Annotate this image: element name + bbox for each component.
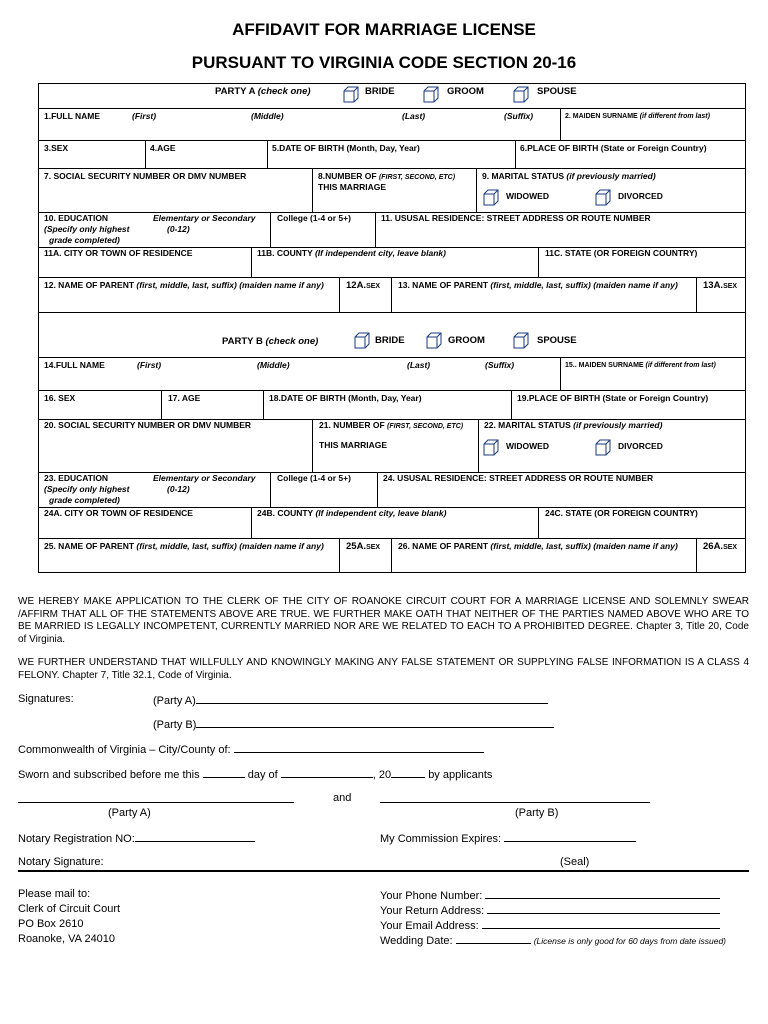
sworn-line[interactable]: Sworn and subscribed before me this day of , 20 by applicants (18, 769, 493, 781)
signature-party-a[interactable]: (Party A) (153, 693, 548, 707)
number-of-label-a: 8.NUMBER OF (FIRST, SECOND, ETC) (318, 171, 456, 181)
party-a-heading: PARTY A (check one) (215, 86, 311, 97)
applicant-b-signature-line[interactable] (380, 792, 650, 806)
suffix-label-b: (Suffix) (485, 360, 515, 370)
signatures-label: Signatures: (18, 693, 74, 705)
elementary-range-a: (0-12) (167, 224, 190, 234)
seal-label: (Seal) (560, 856, 590, 868)
parent2-label-b: 26. NAME OF PARENT (first, middle, last, suffix) (maiden name if any) (398, 541, 678, 551)
state-cell-a[interactable] (538, 248, 745, 277)
party-b-location-row (39, 507, 745, 538)
mail-line-1: Please mail to: (18, 888, 91, 900)
marital-cell-a (476, 169, 745, 212)
and-label: and (333, 792, 352, 804)
checkbox-spouse-a-icon[interactable] (513, 86, 529, 103)
this-marriage-label-a: THIS MARRIAGE (318, 182, 386, 192)
first-label-a: (First) (132, 111, 157, 121)
education-note2-a: grade completed) (49, 235, 120, 245)
city-label-b: 24A. CITY OR TOWN OF RESIDENCE (44, 508, 193, 518)
full-name-label-a: 1.FULL NAME (44, 111, 101, 121)
marital-label-b: 22. MARITAL STATUS (if previously married) (484, 420, 663, 430)
college-cell-b[interactable] (270, 473, 377, 507)
checkbox-divorced-a-icon[interactable] (595, 189, 611, 206)
age-cell-b[interactable] (161, 391, 263, 419)
middle-label-b: (Middle) (257, 360, 290, 370)
state-cell-b[interactable] (538, 508, 745, 538)
form-title: AFFIDAVIT FOR MARRIAGE LICENSE (232, 20, 536, 39)
last-label-a: (Last) (402, 111, 426, 121)
education-label-b: 23. EDUCATION (44, 473, 109, 483)
parent1-sex-cell-a[interactable] (339, 278, 391, 312)
party-b-heading: PARTY B (check one) (222, 336, 319, 347)
party-a-location-row (39, 247, 745, 277)
mail-line-2: Clerk of Circuit Court (18, 903, 121, 915)
parent1-label-a: 12. NAME OF PARENT (first, middle, last, suffix) (maiden name if any) (44, 280, 324, 290)
checkbox-widowed-a-icon[interactable] (483, 189, 499, 206)
education-note1-a: (Specify only highest (44, 224, 130, 234)
maiden-label-b: 15.. MAIDEN SURNAME (if different from last) (565, 362, 716, 369)
college-cell-a[interactable] (270, 213, 375, 247)
parent1-sex-label-a: 12A.SEX (346, 280, 381, 291)
divider (18, 870, 749, 872)
dob-label-b: 18.DATE OF BIRTH (Month, Day, Year) (269, 393, 422, 403)
parent1-label-b: 25. NAME OF PARENT (first, middle, last, suffix) (maiden name if any) (44, 541, 324, 551)
party-a-parents-row (39, 277, 745, 312)
email-line[interactable]: Your Email Address: (380, 918, 720, 932)
party-b-caption: (Party B) (515, 807, 559, 819)
party-a-heading-row (39, 84, 745, 108)
option-bride-a: BRIDE (365, 86, 395, 97)
education-label-a: 10. EDUCATION (44, 213, 109, 223)
parent2-cell-b[interactable] (391, 539, 696, 573)
pob-label-b: 19.PLACE OF BIRTH (State or Foreign Country) (517, 393, 709, 403)
checkbox-groom-b-icon[interactable] (426, 332, 442, 349)
applicant-a-signature-line[interactable] (18, 792, 294, 806)
state-label-a: 11C. STATE (OR FOREIGN COUNTRY) (545, 248, 698, 258)
party-b-status-row (39, 419, 745, 472)
option-spouse-b: SPOUSE (537, 335, 577, 346)
maiden-label-a: 2. MAIDEN SURNAME (if different from last) (565, 113, 710, 120)
parent1-sex-label-b: 25A.SEX (346, 541, 381, 552)
dob-cell-a[interactable] (267, 141, 515, 168)
widowed-label-b: WIDOWED (506, 441, 549, 451)
signature-party-b[interactable]: (Party B) (153, 717, 554, 731)
divorced-label-a: DIVORCED (618, 191, 663, 201)
maiden-cell-b[interactable] (560, 358, 745, 390)
parent2-sex-label-b: 26A.SEX (703, 541, 738, 552)
elementary-label-a: Elementary or Secondary (153, 213, 256, 223)
option-groom-a: GROOM (447, 86, 484, 97)
parent2-sex-cell-a[interactable] (696, 278, 745, 312)
commission-expires-line[interactable]: My Commission Expires: (380, 831, 636, 845)
checkbox-groom-a-icon[interactable] (423, 86, 439, 103)
dob-cell-b[interactable] (263, 391, 511, 419)
notary-registration-line[interactable]: Notary Registration NO: (18, 831, 255, 845)
return-address-line[interactable]: Your Return Address: (380, 903, 720, 917)
affidavit-form (38, 83, 746, 573)
number-of-label-b: 21. NUMBER OF (FIRST, SECOND, ETC) (319, 420, 464, 430)
party-a-caption: (Party A) (108, 807, 151, 819)
middle-label-a: (Middle) (251, 111, 284, 121)
option-groom-b: GROOM (448, 335, 485, 346)
party-b-birth-row (39, 390, 745, 419)
declaration-paragraph-2: WE FURTHER UNDERSTAND THAT WILLFULLY AND KNOWINGLY MAKING ANY FALSE STATEMENT OR SUPPLYING FALSE INFORMATION IS A CLASS 4 FELONY. Chapter 7, Title 32.1, Code of Virginia. (18, 657, 749, 681)
this-marriage-label-b: THIS MARRIAGE (319, 440, 387, 450)
marital-cell-b (478, 420, 745, 472)
widowed-label-a: WIDOWED (506, 191, 549, 201)
age-label-b: 17. AGE (168, 393, 201, 403)
party-b-name-row (39, 357, 745, 390)
residence-label-b: 24. USUSAL RESIDENCE: STREET ADDRESS OR ROUTE NUMBER (383, 473, 654, 483)
last-label-b: (Last) (407, 360, 431, 370)
checkbox-widowed-b-icon[interactable] (483, 439, 499, 456)
party-b-heading-row (39, 312, 745, 357)
college-label-a: College (1-4 or 5+) (277, 213, 351, 223)
maiden-cell-a[interactable] (560, 109, 745, 140)
license-note: (License is only good for 60 days from date issued) (533, 936, 726, 946)
city-label-a: 11A. CITY OR TOWN OF RESIDENCE (44, 248, 193, 258)
sex-label-b: 16. SEX (44, 393, 76, 403)
college-label-b: College (1-4 or 5+) (277, 473, 351, 483)
parent1-sex-cell-b[interactable] (339, 539, 391, 573)
elementary-label-b: Elementary or Secondary (153, 473, 256, 483)
pob-label-a: 6.PLACE OF BIRTH (State or Foreign Country) (520, 143, 707, 153)
declaration-paragraph-1: WE HEREBY MAKE APPLICATION TO THE CLERK OF THE CITY OF ROANOKE CIRCUIT COURT FOR A MARRIAGE LICENSE AND SOLEMNLY SWEAR /AFFIRM THAT ALL OF THE STATEMENTS ABOVE ARE TRUE. WE FURTHER MAKE OATH THAT NEITHER OF THE PARTIES NAMED ABOVE WHO ARE TO BE MARRIED IS LEGALLY INCOMPETENT, CURRENTLY MARRIED NOR ARE WE RELATED TO EACH TO A PROHIBITED DEGREE. Chapter 3, Title 20, Code of Virginia. (18, 596, 749, 645)
first-label-b: (First) (137, 360, 162, 370)
option-spouse-a: SPOUSE (537, 86, 577, 97)
form-subtitle: PURSUANT TO VIRGINIA CODE SECTION 20-16 (191, 53, 577, 72)
phone-line[interactable]: Your Phone Number: (380, 888, 720, 902)
option-bride-b: BRIDE (375, 335, 405, 346)
suffix-label-a: (Suffix) (504, 111, 534, 121)
number-cell-b[interactable] (312, 420, 478, 472)
marital-label-a: 9. MARITAL STATUS (if previously married) (482, 171, 656, 181)
parent2-sex-cell-b[interactable] (696, 539, 745, 573)
number-cell-a[interactable] (312, 169, 476, 212)
county-cell-b[interactable] (251, 508, 538, 538)
checkbox-bride-a-icon[interactable] (343, 86, 359, 103)
pob-cell-b[interactable] (511, 391, 745, 419)
checkbox-divorced-b-icon[interactable] (595, 439, 611, 456)
county-label-b: 24B. COUNTY (If independent city, leave blank) (257, 508, 447, 518)
sex-label-a: 3.SEX (44, 143, 69, 153)
county-cell-a[interactable] (251, 248, 538, 277)
education-note2-b: grade completed) (49, 495, 120, 505)
parent2-sex-label-a: 13A.SEX (703, 280, 738, 291)
age-label-a: 4.AGE (150, 143, 176, 153)
checkbox-bride-b-icon[interactable] (354, 332, 370, 349)
divorced-label-b: DIVORCED (618, 441, 663, 451)
residence-label-a: 11. USUSAL RESIDENCE: STREET ADDRESS OR ROUTE NUMBER (381, 213, 651, 223)
pob-cell-a[interactable] (515, 141, 745, 168)
party-b-parents-row (39, 538, 745, 573)
wedding-date-line[interactable]: Wedding Date: (License is only good for 60 days from date issued) (380, 935, 726, 947)
party-a-education-row (39, 212, 745, 247)
full-name-label-b: 14.FULL NAME (44, 360, 105, 370)
party-a-status-row (39, 168, 745, 212)
county-label-a: 11B. COUNTY (If independent city, leave blank) (257, 248, 446, 258)
ssn-label-b: 20. SOCIAL SECURITY NUMBER OR DMV NUMBER (44, 420, 252, 430)
party-b-education-row (39, 472, 745, 507)
party-a-birth-row (39, 140, 745, 168)
mail-line-4: Roanoke, VA 24010 (18, 933, 116, 945)
elementary-range-b: (0-12) (167, 484, 190, 494)
commonwealth-line[interactable]: Commonwealth of Virginia – City/County of: (18, 742, 484, 756)
dob-label-a: 5.DATE OF BIRTH (Month, Day, Year) (272, 143, 420, 153)
state-label-b: 24C. STATE (OR FOREIGN COUNTRY) (545, 508, 698, 518)
age-cell-a[interactable] (145, 141, 267, 168)
parent2-label-a: 13. NAME OF PARENT (first, middle, last, suffix) (maiden name if any) (398, 280, 678, 290)
education-note1-b: (Specify only highest (44, 484, 130, 494)
parent2-cell-a[interactable] (391, 278, 696, 312)
checkbox-spouse-b-icon[interactable] (513, 332, 529, 349)
ssn-label-a: 7. SOCIAL SECURITY NUMBER OR DMV NUMBER (44, 171, 247, 181)
party-a-name-row (39, 108, 745, 140)
residence-cell-a[interactable] (375, 213, 745, 247)
mail-line-3: PO Box 2610 (18, 918, 84, 930)
residence-cell-b[interactable] (377, 473, 745, 507)
notary-signature-label: Notary Signature: (18, 856, 104, 868)
